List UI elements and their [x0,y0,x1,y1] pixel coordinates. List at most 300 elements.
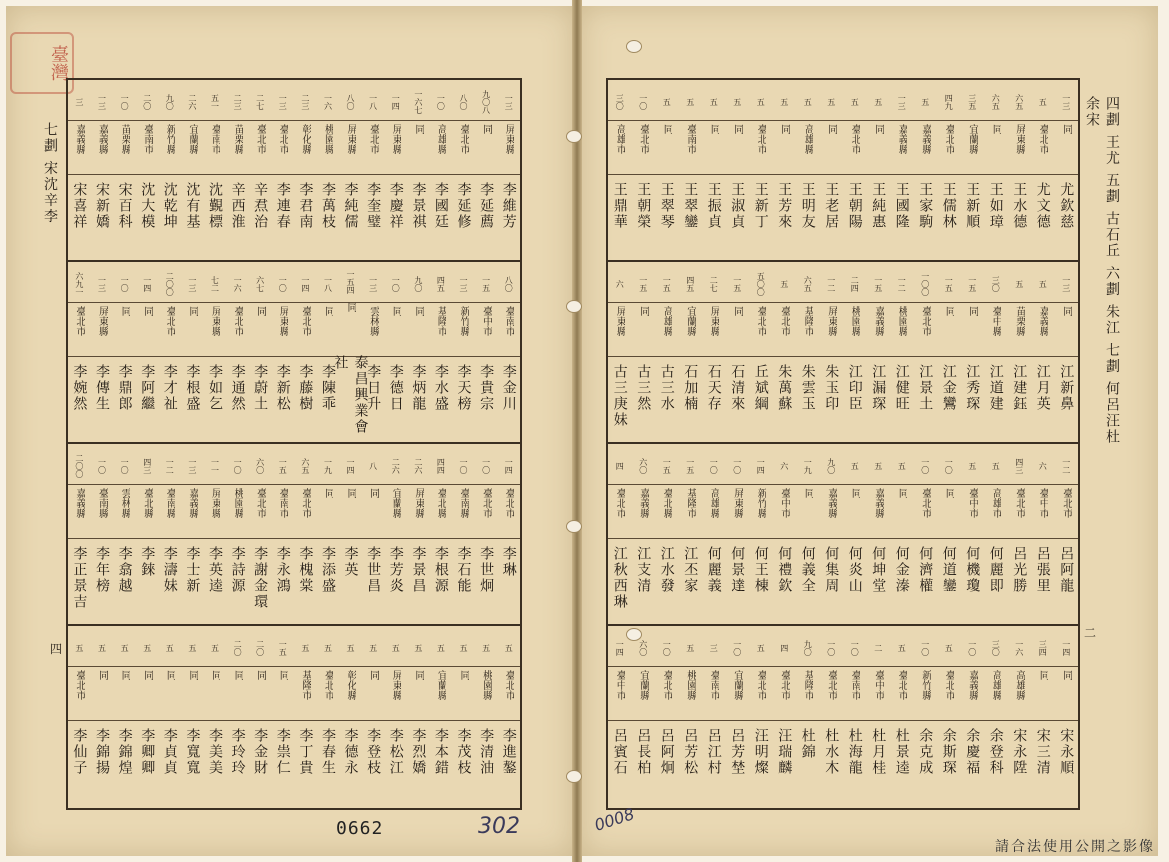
entry-region: 臺南市 [849,670,861,700]
entry-region: 新竹縣 [458,306,470,336]
entry-region: 同 [458,670,470,680]
entry-amount: 五 [826,98,836,106]
entry-name: 辛焄治 [252,182,269,230]
entry-region: 高雄縣 [802,124,814,154]
entry-name: 李英 [342,546,359,578]
entry-name: 王新順 [964,182,981,230]
entry-region: 同 [412,306,424,316]
entry-region: 宜蘭縣 [186,124,198,154]
entry-amount: 四 [615,462,625,470]
entry-region: 苗栗縣 [1013,306,1025,336]
entry-name: 古三然 [635,364,652,412]
register-entry [113,262,136,442]
register-entry [773,80,797,260]
entry-name: 呂賓石 [611,728,628,776]
entry-name: 李詩源 [229,546,246,594]
entry-region: 臺北市 [637,124,649,154]
entry-amount: 八〇 [504,276,514,292]
entry-region: 臺北市 [367,124,379,154]
entry-amount: 一三 [278,94,288,110]
entry-name: 李維芳 [500,182,517,230]
entry-amount: 一〇 [850,640,860,656]
entry-amount: 五 [897,644,907,652]
entry-name: 王朝榮 [635,182,652,230]
register-entry [475,262,498,442]
register-entry [113,80,136,260]
entry-name: 余慶福 [964,728,981,776]
entry-amount: 五 [300,644,310,652]
register-entry [430,262,453,442]
entry-name: 石清來 [729,364,746,412]
entry-amount: 五 [967,462,977,470]
entry-amount: 六 [1038,462,1048,470]
entry-amount: 九〇 [413,276,423,292]
register-entry [843,626,867,808]
entry-name: 李正景吉 [71,546,88,610]
entry-name: 李永鴻 [274,546,291,594]
entry-region: 屏東縣 [277,306,289,336]
register-entry [984,262,1008,442]
entry-region: 桃園縣 [849,306,861,336]
entry-amount: 六〇 [638,640,648,656]
entry-amount: 一〇 [97,458,107,474]
entry-amount: 五 [481,644,491,652]
entry-name: 石天存 [705,364,722,412]
entry-amount: 一八 [368,94,378,110]
entry-region: 高雄縣 [708,488,720,518]
entry-region: 臺北市 [254,124,266,154]
entry-name: 王淑貞 [729,182,746,230]
entry-region: 臺南縣 [96,488,108,518]
entry-region: 臺北市 [943,124,955,154]
register-entry [384,626,407,808]
entry-region: 臺中市 [778,488,790,518]
entry-name: 李春生 [319,728,336,776]
register-entry [332,262,369,442]
register-entry [890,626,914,808]
entry-region: 屏東縣 [731,488,743,518]
document-number: 0662 [336,818,384,839]
register-entry [608,80,632,260]
entry-name: 呂張里 [1034,546,1051,594]
entry-amount: 一四 [142,276,152,292]
register-entry [937,626,961,808]
register-entry [91,262,114,442]
entry-name: 李君南 [297,182,314,230]
entry-region: 屏東縣 [412,488,424,518]
register-entry [632,444,656,624]
entry-region: 宜蘭縣 [966,124,978,154]
entry-amount: 一三 [187,276,197,292]
entry-name: 李錸 [139,546,156,578]
entry-region: 同 [943,306,955,316]
entry-name: 江建鈺 [1011,364,1028,412]
left-register-table [66,78,522,810]
entry-name: 李德日 [387,364,404,412]
entry-name: 李根源 [432,546,449,594]
entry-name: 李景祺 [410,182,427,230]
register-entry [679,262,703,442]
entry-amount: 三五 [967,94,977,110]
entry-amount: 六 [615,280,625,288]
register-entry [204,80,227,260]
entry-name: 杜海龍 [846,728,863,776]
register-entry [796,262,820,442]
entry-amount: 一〇 [120,276,130,292]
register-entry [726,80,750,260]
entry-amount: 五 [187,644,197,652]
entry-region: 同 [390,306,402,316]
right-page-header: 四劃 王尤 五劃 古石丘 六劃 朱江 七劃 何呂汪杜余宋 [1084,96,1120,446]
register-entry [1008,80,1032,260]
entry-name: 王明友 [799,182,816,230]
register-entry [961,262,985,442]
entry-name: 王國隆 [893,182,910,230]
entry-name: 李進鏊 [500,728,517,776]
entry-name: 王翠琴 [658,182,675,230]
entry-region: 同 [943,488,955,498]
register-entry [961,444,985,624]
entry-amount: 一五 [662,276,672,292]
register-entry [271,626,294,808]
entry-name: 沈大模 [139,182,156,230]
entry-amount: 五 [97,644,107,652]
entry-name: 江支清 [635,546,652,594]
register-entry [867,80,891,260]
entry-amount: 一〇 [732,458,742,474]
entry-name: 王新丁 [752,182,769,230]
entry-amount: 一四 [300,276,310,292]
entry-amount: 二〇 [233,640,243,656]
entry-amount: 五 [413,644,423,652]
entry-region: 高雄市 [990,488,1002,518]
entry-name: 古三庚妹 [611,364,628,428]
entry-region: 屏東縣 [503,124,515,154]
entry-amount: 二〇〇 [74,454,84,478]
entry-region: 同 [96,670,108,680]
entry-name: 李金財 [252,728,269,776]
entry-name: 李卿卿 [139,728,156,776]
entry-region: 屏東縣 [390,124,402,154]
entry-region: 屏東縣 [209,306,221,336]
entry-amount: 一〇 [391,276,401,292]
register-entry [961,626,985,808]
entry-amount: 五 [685,644,695,652]
register-entry [1055,626,1079,808]
entry-region: 高雄縣 [435,124,447,154]
entry-amount: 五 [873,462,883,470]
entry-region: 屏東縣 [209,488,221,518]
entry-amount: 五 [709,98,719,106]
entry-amount: 六五 [991,94,1001,110]
entry-name: 王家駒 [917,182,934,230]
entry-region: 臺北市 [480,488,492,518]
entry-amount: 一〇 [436,94,446,110]
register-entry [820,626,844,808]
entry-region: 臺北市 [614,488,626,518]
entry-amount: 六七 [255,276,265,292]
register-entry [181,80,204,260]
red-seal-stamp: 臺灣 [10,32,74,94]
entry-amount: 一四 [391,94,401,110]
register-entry [702,80,726,260]
entry-region: 同 [778,124,790,134]
entry-name: 李錦煌 [116,728,133,776]
entry-name: 李陳乖 [319,364,336,412]
entry-region: 桃園縣 [480,670,492,700]
entry-name: 王鼎華 [611,182,628,230]
handwritten-page-mark: 302 [478,814,520,839]
entry-name: 李士新 [184,546,201,594]
entry-name: 王如璋 [987,182,1004,230]
entry-region: 同 [141,306,153,316]
register-entry [68,444,91,624]
register-entry [407,262,430,442]
entry-amount: 五 [779,98,789,106]
register-entry [632,80,656,260]
register-entry [249,444,272,624]
register-entry [796,444,820,624]
entry-amount: 四五 [685,276,695,292]
entry-region: 臺北市 [73,306,85,336]
entry-amount: 五 [920,98,930,106]
entry-name: 汪明燦 [752,728,769,776]
register-entry [430,80,453,260]
entry-amount: 五 [142,644,152,652]
entry-region: 同 [322,488,334,498]
register-entry [867,626,891,808]
entry-amount: 一〇 [662,640,672,656]
entry-region: 臺北市 [503,488,515,518]
entry-name: 李謝金環 [252,546,269,610]
entry-region: 嘉義縣 [96,124,108,154]
entry-region: 宜蘭縣 [637,670,649,700]
entry-name: 李美美 [206,728,223,776]
entry-name: 宋百科 [116,182,133,230]
register-entry [113,444,136,624]
entry-amount: 三〇 [991,640,1001,656]
register-entry [362,80,385,260]
register-entry [914,80,938,260]
register-entry [384,262,407,442]
entry-region: 嘉義縣 [1037,306,1049,336]
entry-name: 李丁貴 [297,728,314,776]
entry-name: 呂江村 [705,728,722,776]
entry-region: 同 [1060,124,1072,134]
entry-amount: 九〇 [803,640,813,656]
entry-name: 李傳生 [94,364,111,412]
entry-region: 嘉義縣 [896,124,908,154]
register-entry [384,444,407,624]
register-entry [632,626,656,808]
entry-name: 何麗義 [705,546,722,594]
register-entry [608,262,632,442]
register-entry [430,444,453,624]
entry-region: 臺南市 [277,488,289,518]
entry-region: 同 [119,670,131,680]
register-entry [317,626,340,808]
entry-name: 江水發 [658,546,675,594]
entry-amount: 九〇 [826,458,836,474]
register-band [68,444,520,626]
entry-amount: 五 [850,98,860,106]
entry-name: 王老居 [823,182,840,230]
register-entry [773,444,797,624]
entry-amount: 一〇 [944,458,954,474]
entry-region: 臺中縣 [990,306,1002,336]
entry-region: 同 [480,124,492,134]
entry-region: 桃園縣 [684,670,696,700]
entry-amount: 一〇 [826,640,836,656]
register-entry [984,626,1008,808]
entry-name: 朱萬蘇 [776,364,793,412]
register-entry [773,262,797,442]
entry-region: 苗栗縣 [119,124,131,154]
entry-amount: 一三 [459,276,469,292]
register-entry [204,262,227,442]
entry-name: 江金鸞 [940,364,957,412]
entry-region: 同 [209,670,221,680]
entry-region: 臺北市 [943,670,955,700]
entry-amount: 五 [732,98,742,106]
entry-amount: 二六 [187,94,197,110]
entry-region: 嘉義縣 [73,488,85,518]
entry-region: 臺南市 [209,124,221,154]
entry-amount: 五 [756,98,766,106]
register-band [68,80,520,262]
entry-name: 王朝陽 [846,182,863,230]
entry-amount: 四三 [1014,458,1024,474]
entry-amount: 四三 [142,458,152,474]
entry-amount: 二〇 [142,94,152,110]
entry-name: 江月英 [1034,364,1051,412]
entry-name: 李添盛 [319,546,336,594]
register-entry [749,80,773,260]
entry-name: 李錦揚 [94,728,111,776]
entry-region: 同 [872,124,884,134]
register-entry [726,444,750,624]
entry-region: 臺北市 [73,670,85,700]
register-entry [937,444,961,624]
entry-region: 同 [849,488,861,498]
register-entry [249,626,272,808]
register-entry [890,444,914,624]
entry-name: 江漏琛 [870,364,887,412]
register-entry [159,626,182,808]
register-band [608,80,1078,262]
entry-name: 李貞貞 [161,728,178,776]
register-entry [726,262,750,442]
entry-name: 杜月桂 [870,728,887,776]
entry-name: 辛西淮 [229,182,246,230]
register-entry [181,444,204,624]
entry-region: 同 [186,670,198,680]
entry-name: 李慶祥 [387,182,404,230]
entry-name: 李金川 [500,364,517,412]
register-entry [1055,444,1079,624]
entry-name: 何坤堂 [870,546,887,594]
entry-name: 江新鼻 [1058,364,1075,412]
entry-region: 嘉義縣 [73,124,85,154]
entry-name: 李貴宗 [478,364,495,412]
entry-name: 王儒林 [940,182,957,230]
entry-amount: 五 [436,644,446,652]
entry-name: 李濤妹 [161,546,178,594]
entry-name: 沈覲標 [206,182,223,230]
entry-region: 臺北市 [896,670,908,700]
entry-name: 余登科 [987,728,1004,776]
register-entry [226,80,249,260]
entry-amount: 一五 [481,276,491,292]
entry-amount: 二七 [255,94,265,110]
register-entry [1031,262,1055,442]
entry-region: 嘉義縣 [872,306,884,336]
register-entry [1008,262,1032,442]
register-entry [679,444,703,624]
entry-amount: 五 [991,462,1001,470]
entry-name: 李玲玲 [229,728,246,776]
entry-region: 同 [412,670,424,680]
entry-region: 同 [637,306,649,316]
register-entry [339,626,362,808]
left-page-header: 七劃 宋沈辛李 [42,122,58,225]
entry-region: 臺北市 [458,124,470,154]
entry-name: 江景土 [917,364,934,412]
entry-amount: 五 [1014,280,1024,288]
entry-amount: 五 [210,644,220,652]
entry-region: 同 [232,670,244,680]
entry-name: 王水德 [1011,182,1028,230]
entry-amount: 五 [803,98,813,106]
entry-region: 臺北市 [1013,488,1025,518]
entry-name: 何機瓊 [964,546,981,594]
register-entry [226,262,249,442]
entry-amount: 六五 [300,458,310,474]
entry-name: 宋喜祥 [71,182,88,230]
entry-amount: 五 [504,644,514,652]
entry-amount: 五 [1038,280,1048,288]
entry-region: 同 [731,124,743,134]
entry-region: 臺北市 [232,306,244,336]
entry-region: 同 [254,670,266,680]
register-entry [937,262,961,442]
register-entry [1031,626,1055,808]
register-entry [984,80,1008,260]
entry-region: 同 [708,124,720,134]
register-entry [843,80,867,260]
entry-amount: 五 [459,644,469,652]
entry-region: 同 [367,488,379,498]
entry-region: 同 [141,670,153,680]
register-entry [702,444,726,624]
entry-region: 臺北市 [322,670,334,700]
entry-name: 宋三清 [1034,728,1051,776]
entry-region: 臺北市 [254,488,266,518]
entry-name: 呂光勝 [1011,546,1028,594]
entry-amount: 九〇 [165,94,175,110]
entry-region: 雲林縣 [367,306,379,336]
entry-name: 宋永順 [1058,728,1075,776]
entry-region: 同 [186,306,198,316]
entry-region: 同 [277,670,289,680]
register-entry [339,444,362,624]
entry-amount: 一一 [210,458,220,474]
entry-region: 高雄縣 [1013,670,1025,700]
entry-region: 臺北市 [778,670,790,700]
entry-amount: 一八 [323,276,333,292]
entry-region: 屏東縣 [96,306,108,336]
register-entry [136,626,159,808]
